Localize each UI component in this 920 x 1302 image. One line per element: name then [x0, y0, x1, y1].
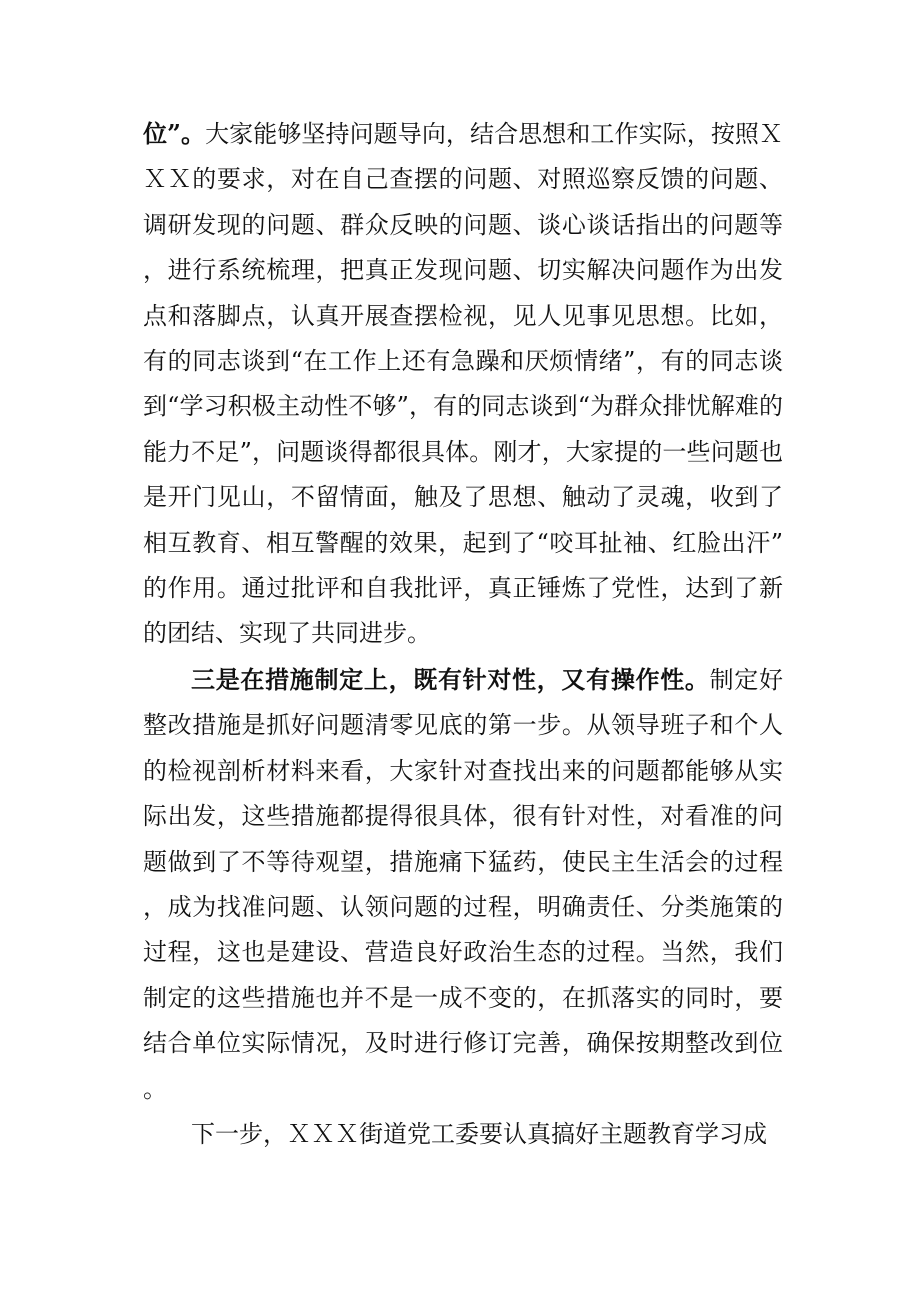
paragraph-heading-bold: 三是在措施制定上，既有针对性，又有操作性。 — [191, 664, 710, 694]
paragraph-lead-bold: 位”。 — [143, 119, 206, 148]
paragraph-next-step — [143, 1112, 783, 1157]
paragraph-continuation — [143, 111, 783, 657]
paragraph-measures — [143, 657, 783, 1112]
document-body — [143, 111, 783, 1157]
paragraph-text: 下一步，ＸＸＸ街道党工委要认真搞好主题教育学习成 — [191, 1119, 767, 1148]
paragraph-text: 制定好整改措施是抓好问题清零见底的第一步。从领导班子和个人的检视剖析材料来看，大家针对查找出来的问题都能够从实际出发，这些措施都提得很具体，很有针对性，对看准的问题做到了不等待观望，措施痛下猛药，使民主生活会的过程，成为找准问题、认领问题的过程，明确责任、分类施策的过程，这也是建设、营造良好政治生态的过程。当然，我们制定的这些措施也并不是一成不变的，在抓落实的同时，要结合单位实际情况，及时进行修订完善，确保按期整改到位。 — [143, 665, 784, 1103]
paragraph-text: 大家能够坚持问题导向，结合思想和工作实际，按照ＸＸＸ的要求，对在自己查摆的问题、对照巡察反馈的问题、调研发现的问题、群众反映的问题、谈心谈话指出的问题等，进行系统梳理，把真正发现问题、切实解决问题作为出发点和落脚点，认真开展查摆检视，见人见事见思想。比如，有的同志谈到“在工作上还有急躁和厌烦情绪”，有的同志谈到“学习积极主动性不够”，有的同志谈到“为群众排忧解难的能力不足”，问题谈得都很具体。刚才，大家提的一些问题也是开门见山，不留情面，触及了思想、触动了灵魂，收到了相互教育、相互警醒的效果，起到了“咬耳扯袖、红脸出汗”的作用。通过批评和自我批评，真正锤炼了党性，达到了新的团结、实现了共同进步。 — [143, 120, 783, 648]
